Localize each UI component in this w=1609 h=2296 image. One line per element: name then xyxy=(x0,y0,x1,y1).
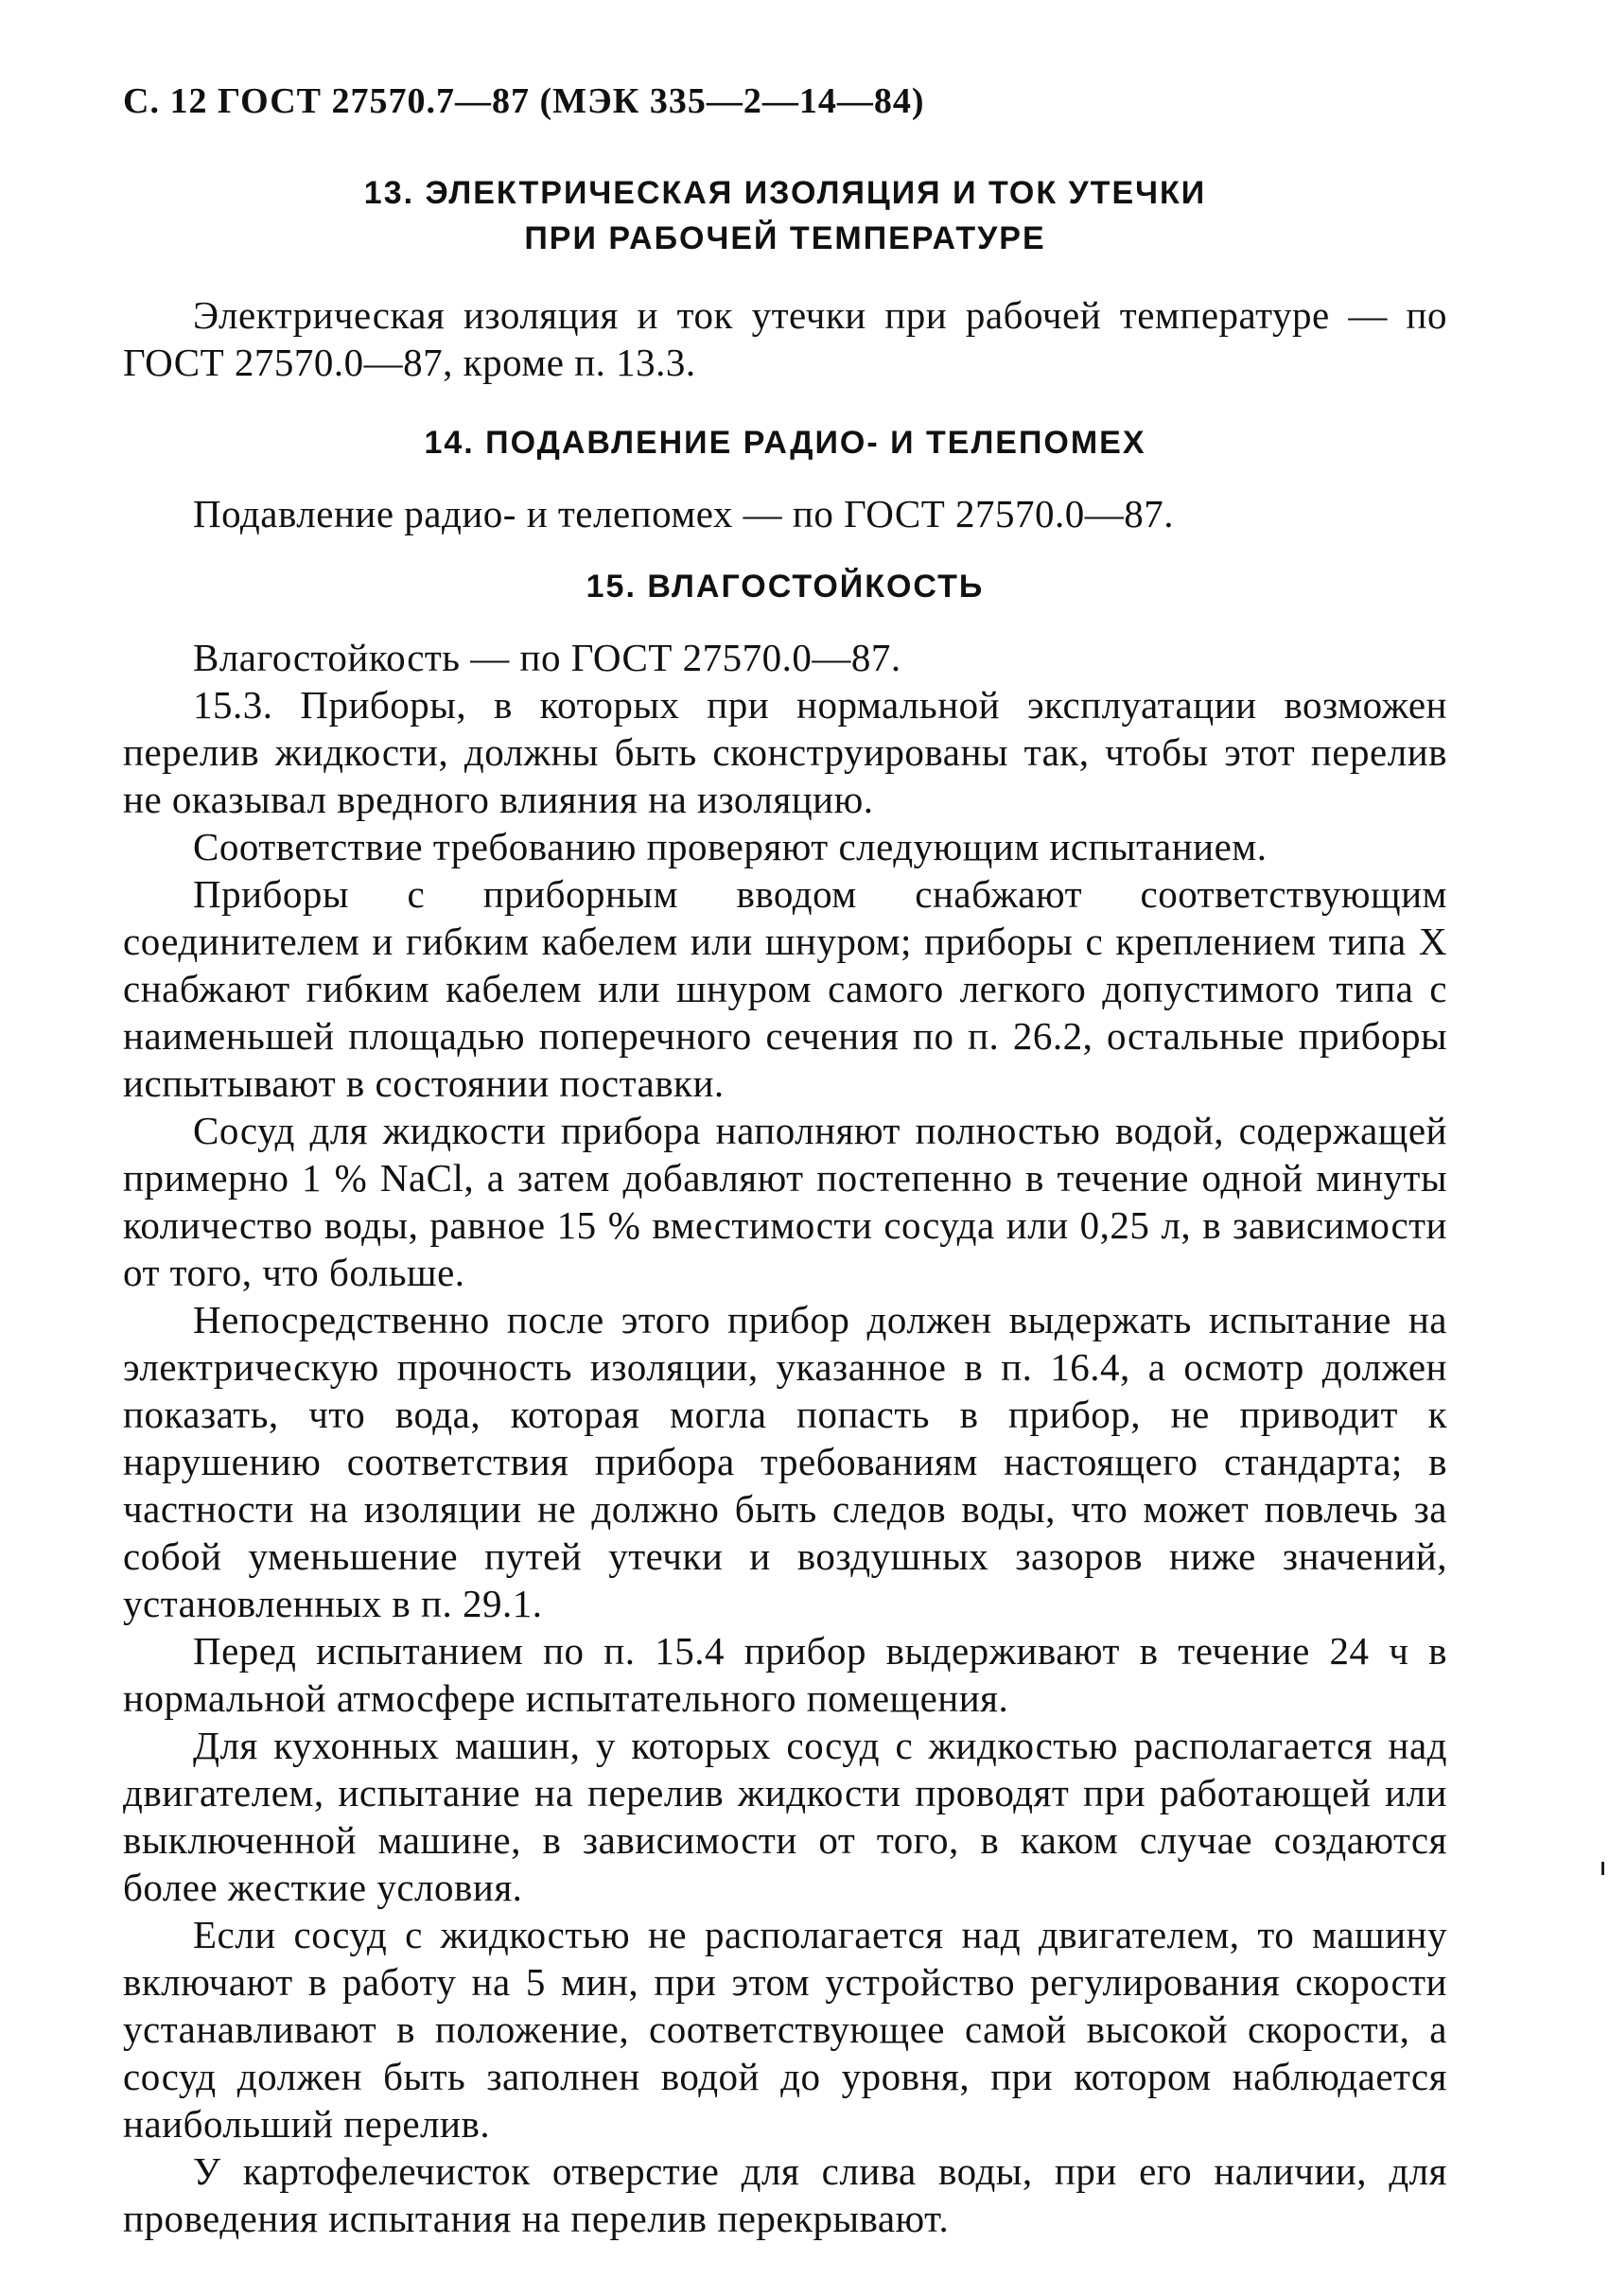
section-15-paragraph: Если сосуд с жидкостью не располагается над двигателем, то машину включают в работу на 5 мин, при этом устройство регулирования скорости устанавливают в положение, соответствующее самой высокой скорости, а сосуд должен быть заполнен водой до уровня, при котором наблюдается наибольший перелив. xyxy=(123,1913,1447,2146)
section-14 xyxy=(123,420,1447,537)
section-15-paragraph: Сосуд для жидкости прибора наполняют полностью водой, содержащей примерно 1 % NaCl, а затем добавляют постепенно в течение одной минуты количество воды, равное 15 % вместимости сосуда или 0,25 л, в зависимости от того, что больше. xyxy=(123,1109,1447,1294)
margin-scan-mark xyxy=(1601,1862,1604,1875)
section-15-paragraph: Соответствие требованию проверяют следующим испытанием. xyxy=(193,825,1268,868)
section-13-text: Электрическая изоляция и ток утечки при рабочей температуре — по ГОСТ 27570.0—87, кроме п. 13.3. xyxy=(123,293,1447,384)
section-15-paragraph: Непосредственно после этого прибор должен выдержать испытание на электрическую прочность изоляции, указанное в п. 16.4, а осмотр должен показать, что вода, которая могла попасть в прибор, не приводит к нарушению соответствия прибора требованиям настоящего стандарта; в частности на изоляции не должно быть следов воды, что может повлечь за собой уменьшение путей утечки и воздушных зазоров ниже значений, установленных в п. 29.1. xyxy=(123,1298,1447,1625)
section-13 xyxy=(123,170,1447,386)
section-15-paragraph: У картофелечисток отверстие для слива воды, при его наличии, для проведения испытания на перелив перекрывают. xyxy=(123,2149,1447,2240)
section-15-paragraph: 15.3. Приборы, в которых при нормальной эксплуатации возможен перелив жидкости, должны быть сконструированы так, чтобы этот перелив не оказывал вредного влияния на изоляцию. xyxy=(123,683,1447,821)
section-14-heading: 14. ПОДАВЛЕНИЕ РАДИО- И ТЕЛЕПОМЕХ xyxy=(424,425,1146,461)
section-13-heading-line-1: 13. ЭЛЕКТРИЧЕСКАЯ ИЗОЛЯЦИЯ И ТОК УТЕЧКИ xyxy=(363,175,1207,211)
section-14-text: Подавление радио- и телепомех — по ГОСТ 27570.0—87. xyxy=(193,492,1175,535)
section-15-heading: 15. ВЛАГОСТОЙКОСТЬ xyxy=(586,569,985,605)
section-13-heading-line-2: ПРИ РАБОЧЕЙ ТЕМПЕРАТУРЕ xyxy=(524,220,1046,256)
section-15-paragraph: Для кухонных машин, у которых сосуд с жидкостью располагается над двигателем, испытание на перелив жидкости проводят при работающей или выключенной машине, в зависимости от того, в каком случае создаются более жесткие условия. xyxy=(123,1724,1447,1909)
document-page xyxy=(123,57,1447,2242)
section-15 xyxy=(123,564,1447,2242)
section-15-paragraph: Приборы с приборным вводом снабжают соответствующим соединителем и гибким кабелем или шнуром; приборы с креплением типа X снабжают гибким кабелем или шнуром самого легкого допустимого типа с наименьшей площадью поперечного сечения по п. 26.2, остальные приборы испытывают в состоянии поставки. xyxy=(123,872,1447,1105)
section-15-paragraph: Влагостойкость — по ГОСТ 27570.0—87. xyxy=(193,636,901,679)
section-15-paragraph: Перед испытанием по п. 15.4 прибор выдерживают в течение 24 ч в нормальной атмосфере испытательного помещения. xyxy=(123,1629,1447,1720)
running-head: С. 12 ГОСТ 27570.7—87 (МЭК 335—2—14—84) xyxy=(123,81,925,121)
